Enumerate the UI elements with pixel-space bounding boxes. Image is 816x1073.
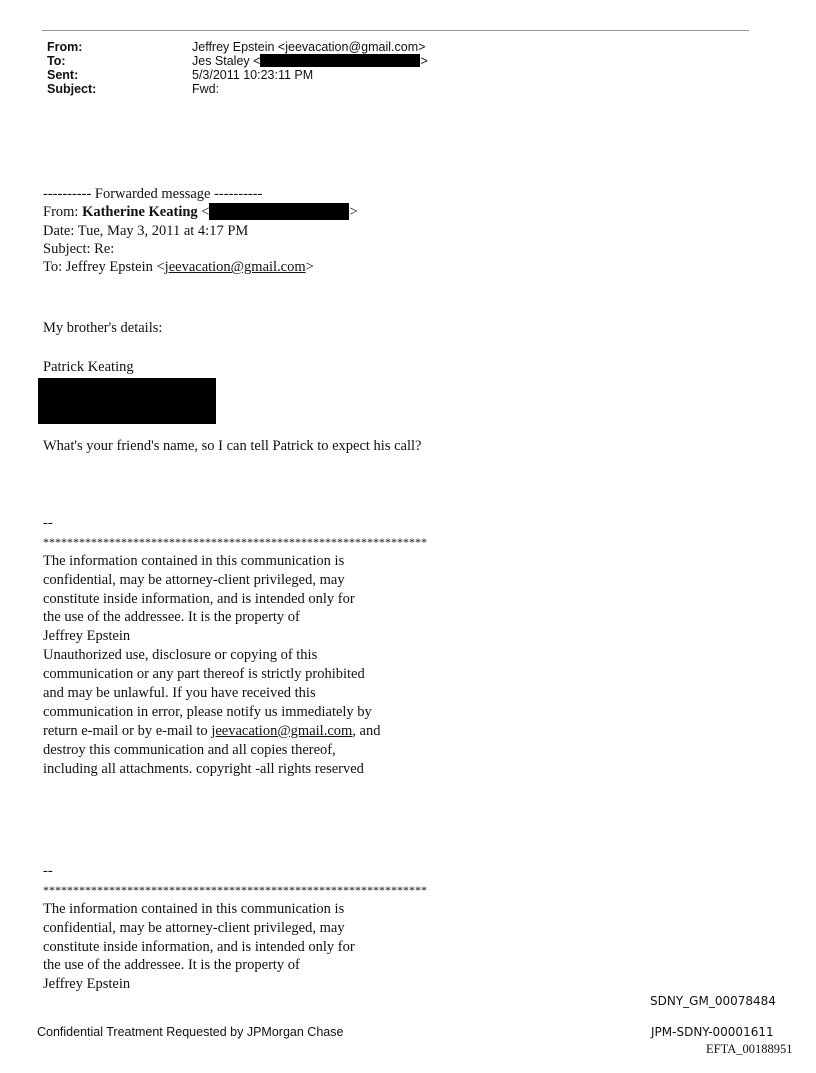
from-value: Jeffrey Epstein <jeevacation@gmail.com> <box>192 40 426 54</box>
confidential-footer: Confidential Treatment Requested by JPMorgan Chase <box>37 1025 344 1039</box>
top-rule <box>42 30 749 31</box>
forwarded-to-suffix: > <box>305 259 314 276</box>
forwarded-from-name: Katherine Keating <box>82 204 198 221</box>
disclaimer-dashes: -- <box>43 515 53 531</box>
body-question: What's your friend's name, so I can tell Patrick to expect his call? <box>43 438 422 454</box>
to-label: To: <box>47 54 66 68</box>
to-value <box>192 54 428 68</box>
from-label: From: <box>47 40 83 54</box>
header-to-row <box>47 54 428 68</box>
disclaimer-line: including all attachments. copyright -all rights reserved <box>43 760 364 777</box>
disclaimer-line: the use of the addressee. It is the property of <box>43 957 300 974</box>
body-name: Patrick Keating <box>43 359 134 375</box>
forwarded-subject: Subject: Re: <box>43 240 115 257</box>
disclaimer-line: Jeffrey Epstein <box>43 628 131 645</box>
disclaimer-email-prefix: return e-mail or by e-mail to <box>43 722 212 739</box>
disclaimer-line: constitute inside information, and is intended only for <box>43 590 355 607</box>
forwarded-from <box>43 203 358 221</box>
to-value-prefix: Jes Staley < <box>192 54 261 68</box>
bates-jpm: JPM-SDNY-00001611 <box>651 1025 774 1039</box>
forwarded-from-gt: > <box>349 204 358 221</box>
body-intro: My brother's details: <box>43 320 163 336</box>
redaction-bar <box>260 54 420 67</box>
redaction-bar <box>209 203 349 220</box>
disclaimer-email-line <box>43 722 427 741</box>
disclaimer-email-suffix: , and <box>352 722 381 739</box>
forwarded-banner: ---------- Forwarded message ---------- <box>43 186 263 202</box>
subject-label: Subject: <box>47 82 97 96</box>
disclaimer-stars: **************************************************************** <box>43 882 427 897</box>
header-sent-row <box>47 68 428 82</box>
disclaimer-dashes: -- <box>43 863 53 879</box>
subject-value: Fwd: <box>192 82 220 96</box>
disclaimer-line: Unauthorized use, disclosure or copying of this <box>43 647 318 664</box>
disclaimer-stars: **************************************************************** <box>43 534 427 549</box>
disclaimer-line: The information contained in this communication is <box>43 552 345 569</box>
forwarded-from-lt: < <box>197 204 210 221</box>
sent-label: Sent: <box>47 68 79 82</box>
forwarded-date: Date: Tue, May 3, 2011 at 4:17 PM <box>43 222 249 239</box>
forwarded-from-prefix: From: <box>43 204 83 221</box>
disclaimer-line: confidential, may be attorney-client privileged, may <box>43 919 345 936</box>
header-subject-row <box>47 82 428 96</box>
bates-efta: EFTA_00188951 <box>706 1042 793 1056</box>
bates-sdny: SDNY_GM_00078484 <box>650 994 776 1008</box>
email-header <box>47 40 428 96</box>
forwarded-to <box>43 258 358 276</box>
disclaimer-line: constitute inside information, and is intended only for <box>43 938 355 955</box>
disclaimer-2 <box>43 862 427 994</box>
forwarded-to-email-link[interactable]: jeevacation@gmail.com <box>164 259 306 276</box>
disclaimer-1 <box>43 514 427 778</box>
disclaimer-line: destroy this communication and all copies thereof, <box>43 741 336 758</box>
forwarded-header <box>43 185 358 276</box>
redaction-block <box>38 378 216 424</box>
disclaimer-line: Jeffrey Epstein <box>43 976 131 993</box>
disclaimer-line: communication in error, please notify us immediately by <box>43 703 372 720</box>
disclaimer-line: The information contained in this communication is <box>43 900 345 917</box>
forwarded-to-prefix: To: Jeffrey Epstein < <box>43 259 165 276</box>
disclaimer-email-link[interactable]: jeevacation@gmail.com <box>211 722 353 739</box>
to-value-suffix: > <box>420 54 428 68</box>
header-from-row <box>47 40 428 54</box>
sent-value: 5/3/2011 10:23:11 PM <box>192 68 314 82</box>
disclaimer-line: confidential, may be attorney-client privileged, may <box>43 571 345 588</box>
disclaimer-line: the use of the addressee. It is the property of <box>43 609 300 626</box>
disclaimer-line: and may be unlawful. If you have received this <box>43 685 316 702</box>
disclaimer-line: communication or any part thereof is strictly prohibited <box>43 666 365 683</box>
